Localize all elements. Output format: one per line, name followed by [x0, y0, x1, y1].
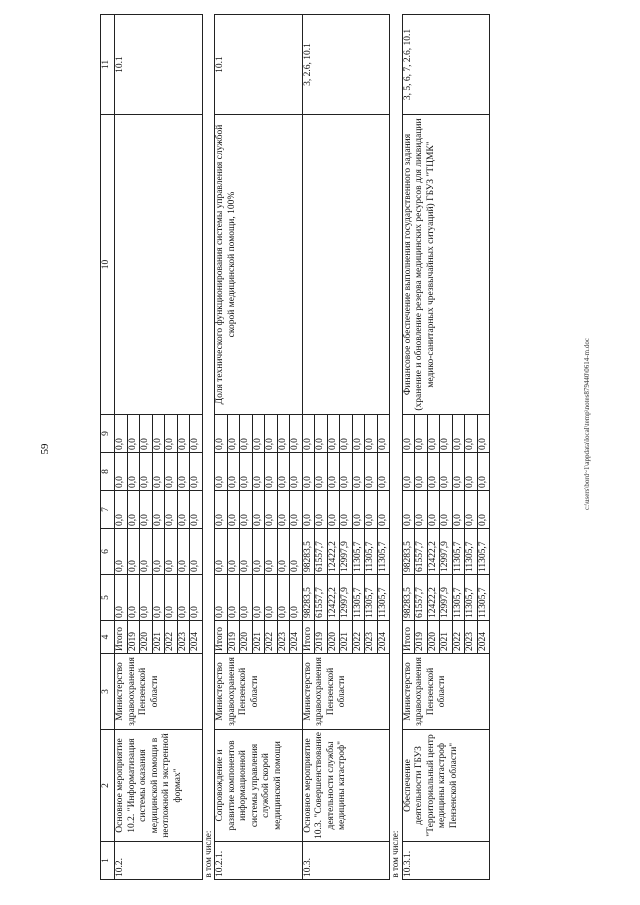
value-cell: 0,0: [152, 529, 165, 575]
value-cell: 0,0: [340, 453, 353, 491]
value-cell: 0,0: [440, 453, 453, 491]
item-name: Сопровождение и развитие компонентов информационной системы управления службой скорой медицинской помощи: [215, 730, 303, 842]
year-cell: 2020: [140, 621, 153, 654]
value-cell: 11305,7: [352, 529, 365, 575]
value-cell: 0,0: [177, 453, 190, 491]
value-cell: 0,0: [277, 491, 290, 529]
value-cell: 11305,7: [452, 575, 465, 621]
reference: 3, 2.6, 10.1: [302, 15, 390, 115]
file-path-footer: c:\users\bord~1\appdata\local\temp\notes879440\0614-m.doc: [583, 338, 591, 510]
value-cell: 0,0: [252, 453, 265, 491]
value-cell: 0,0: [127, 453, 140, 491]
value-cell: 0,0: [177, 529, 190, 575]
subheading-row: [202, 15, 215, 880]
value-cell: 0,0: [215, 491, 228, 529]
value-cell: 0,0: [427, 491, 440, 529]
item-name: Основное мероприятие 10.2. "Информатизация системы оказания медицинской помощи в неотложной и экстренной формах": [115, 730, 203, 842]
table-row: [402, 15, 415, 880]
value-cell: 0,0: [190, 575, 203, 621]
value-cell: 0,0: [127, 575, 140, 621]
value-cell: 0,0: [152, 575, 165, 621]
year-cell: 2023: [465, 621, 478, 654]
year-cell: 2019: [315, 621, 328, 654]
executor: Министерство здравоохранения Пензенской области: [115, 654, 203, 730]
value-cell: 61557,7: [315, 575, 328, 621]
value-cell: 0,0: [465, 453, 478, 491]
value-cell: 61557,7: [315, 529, 328, 575]
value-cell: 0,0: [452, 453, 465, 491]
value-cell: 0,0: [415, 491, 428, 529]
value-cell: 98283,5: [302, 575, 315, 621]
value-cell: 0,0: [227, 529, 240, 575]
year-cell: 2023: [277, 621, 290, 654]
value-cell: 0,0: [415, 415, 428, 453]
value-cell: 0,0: [315, 453, 328, 491]
value-cell: 12422,2: [327, 575, 340, 621]
column-header: 11: [101, 15, 115, 115]
year-cell: Итого: [402, 621, 415, 654]
value-cell: 0,0: [465, 491, 478, 529]
value-cell: 0,0: [165, 575, 178, 621]
value-cell: 0,0: [165, 529, 178, 575]
year-cell: 2024: [290, 621, 303, 654]
year-cell: 2024: [377, 621, 390, 654]
year-cell: 2024: [190, 621, 203, 654]
column-header: 5: [101, 575, 115, 621]
value-cell: 98283,5: [302, 529, 315, 575]
header-row: [101, 15, 115, 880]
value-cell: 0,0: [190, 491, 203, 529]
value-cell: 0,0: [152, 453, 165, 491]
column-header: 3: [101, 654, 115, 730]
value-cell: 0,0: [140, 529, 153, 575]
reference: 3, 5, 6, 7, 2.6, 10.1: [402, 15, 490, 115]
value-cell: 0,0: [227, 453, 240, 491]
value-cell: 11305,7: [365, 529, 378, 575]
value-cell: 0,0: [127, 529, 140, 575]
year-cell: 2019: [227, 621, 240, 654]
year-cell: 2023: [177, 621, 190, 654]
value-cell: 11305,7: [452, 529, 465, 575]
value-cell: 0,0: [302, 491, 315, 529]
value-cell: 0,0: [277, 415, 290, 453]
value-cell: 0,0: [227, 491, 240, 529]
value-cell: 0,0: [315, 415, 328, 453]
value-cell: 0,0: [365, 491, 378, 529]
value-cell: 0,0: [452, 491, 465, 529]
value-cell: 0,0: [277, 529, 290, 575]
value-cell: 11305,7: [365, 575, 378, 621]
value-cell: 0,0: [377, 453, 390, 491]
value-cell: 11305,7: [377, 529, 390, 575]
value-cell: 0,0: [152, 491, 165, 529]
value-cell: 0,0: [127, 415, 140, 453]
value-cell: 0,0: [477, 453, 490, 491]
value-cell: 0,0: [465, 415, 478, 453]
value-cell: 0,0: [415, 453, 428, 491]
value-cell: 0,0: [215, 529, 228, 575]
value-cell: 61557,7: [415, 575, 428, 621]
year-cell: 2021: [440, 621, 453, 654]
value-cell: 0,0: [252, 575, 265, 621]
value-cell: 0,0: [427, 415, 440, 453]
year-cell: 2022: [165, 621, 178, 654]
year-cell: 2020: [327, 621, 340, 654]
table-body: [115, 15, 490, 880]
table-row: [215, 15, 228, 880]
value-cell: 0,0: [265, 415, 278, 453]
value-cell: 0,0: [240, 453, 253, 491]
value-cell: 0,0: [352, 415, 365, 453]
value-cell: 98283,5: [402, 529, 415, 575]
reference: 10.1: [215, 15, 303, 115]
value-cell: 0,0: [265, 491, 278, 529]
program-table: [100, 14, 490, 880]
value-cell: 11305,7: [352, 575, 365, 621]
year-cell: 2019: [415, 621, 428, 654]
year-cell: 2021: [152, 621, 165, 654]
value-cell: 0,0: [140, 575, 153, 621]
value-cell: 0,0: [252, 491, 265, 529]
value-cell: 0,0: [477, 491, 490, 529]
value-cell: 0,0: [290, 575, 303, 621]
value-cell: 0,0: [402, 491, 415, 529]
column-header: 10: [101, 115, 115, 415]
executor: Министерство здравоохранения Пензенской области: [215, 654, 303, 730]
value-cell: 0,0: [440, 415, 453, 453]
year-cell: 2024: [477, 621, 490, 654]
reference: 10.1: [115, 15, 203, 115]
value-cell: 0,0: [240, 491, 253, 529]
value-cell: 12422,2: [427, 575, 440, 621]
value-cell: 0,0: [427, 453, 440, 491]
value-cell: 0,0: [452, 415, 465, 453]
value-cell: 0,0: [290, 529, 303, 575]
executor: Министерство здравоохранения Пензенской области: [302, 654, 390, 730]
value-cell: 0,0: [277, 575, 290, 621]
value-cell: 0,0: [352, 453, 365, 491]
value-cell: 11305,7: [377, 575, 390, 621]
column-header: 2: [101, 730, 115, 842]
value-cell: 0,0: [265, 575, 278, 621]
year-cell: Итого: [302, 621, 315, 654]
indicator: [115, 115, 203, 415]
item-number: 10.2.: [115, 842, 203, 880]
value-cell: 12997,9: [440, 575, 453, 621]
item-number: 10.3.: [302, 842, 390, 880]
year-cell: 2022: [352, 621, 365, 654]
page-number: 59: [39, 443, 51, 455]
value-cell: 0,0: [365, 453, 378, 491]
value-cell: 0,0: [377, 415, 390, 453]
value-cell: 0,0: [477, 415, 490, 453]
value-cell: 0,0: [302, 453, 315, 491]
value-cell: 0,0: [177, 575, 190, 621]
value-cell: 0,0: [402, 415, 415, 453]
value-cell: 0,0: [365, 415, 378, 453]
subheading-label: в том числе:: [390, 15, 403, 880]
year-cell: 2023: [365, 621, 378, 654]
column-header: 7: [101, 491, 115, 529]
value-cell: 0,0: [165, 415, 178, 453]
value-cell: 0,0: [327, 415, 340, 453]
year-cell: Итого: [215, 621, 228, 654]
value-cell: 0,0: [215, 415, 228, 453]
column-header: 1: [101, 842, 115, 880]
value-cell: 0,0: [165, 453, 178, 491]
value-cell: 11305,7: [477, 529, 490, 575]
item-number: 10.3.1.: [402, 842, 490, 880]
year-cell: Итого: [115, 621, 128, 654]
rotated-table-container: [100, 15, 580, 880]
value-cell: 98283,5: [402, 575, 415, 621]
value-cell: 0,0: [252, 415, 265, 453]
value-cell: 0,0: [190, 529, 203, 575]
value-cell: 0,0: [240, 415, 253, 453]
value-cell: 0,0: [352, 491, 365, 529]
value-cell: 11305,7: [465, 575, 478, 621]
table-row: [115, 15, 128, 880]
value-cell: 0,0: [115, 415, 128, 453]
column-header: 9: [101, 415, 115, 453]
value-cell: 0,0: [290, 491, 303, 529]
value-cell: 0,0: [302, 415, 315, 453]
year-cell: 2021: [340, 621, 353, 654]
value-cell: 0,0: [252, 529, 265, 575]
value-cell: 0,0: [402, 453, 415, 491]
column-header: 4: [101, 621, 115, 654]
value-cell: 0,0: [165, 491, 178, 529]
value-cell: 0,0: [377, 491, 390, 529]
value-cell: 0,0: [327, 491, 340, 529]
value-cell: 0,0: [227, 415, 240, 453]
value-cell: 0,0: [190, 453, 203, 491]
value-cell: 0,0: [215, 453, 228, 491]
subheading-label: в том числе:: [202, 15, 215, 880]
subheading-row: [390, 15, 403, 880]
value-cell: 0,0: [277, 453, 290, 491]
value-cell: 0,0: [115, 491, 128, 529]
value-cell: 12422,2: [427, 529, 440, 575]
value-cell: 0,0: [140, 491, 153, 529]
value-cell: 12997,9: [340, 529, 353, 575]
value-cell: 0,0: [152, 415, 165, 453]
value-cell: 0,0: [127, 491, 140, 529]
value-cell: 12997,9: [340, 575, 353, 621]
value-cell: 12997,9: [440, 529, 453, 575]
value-cell: 0,0: [227, 575, 240, 621]
value-cell: 11305,7: [465, 529, 478, 575]
executor: Министерство здравоохранения Пензенской области: [402, 654, 490, 730]
value-cell: 0,0: [215, 575, 228, 621]
indicator: Финансовое обеспечение выполнения государственного задания (хранение и обновление резерва медицинских ресурсов для ликвидации медико-санитарных чрезвычайных ситуаций) ГБУЗ "ТЦМК": [402, 115, 490, 415]
value-cell: 0,0: [327, 453, 340, 491]
value-cell: 0,0: [340, 491, 353, 529]
column-header: 8: [101, 453, 115, 491]
table-row: [302, 15, 315, 880]
value-cell: 0,0: [140, 453, 153, 491]
value-cell: 0,0: [290, 453, 303, 491]
value-cell: 0,0: [190, 415, 203, 453]
column-header: 6: [101, 529, 115, 575]
value-cell: 0,0: [140, 415, 153, 453]
value-cell: 0,0: [115, 575, 128, 621]
value-cell: 0,0: [340, 415, 353, 453]
indicator: Доля технического функционирования системы управления службой скорой медицинской помощи, 100%: [215, 115, 303, 415]
year-cell: 2019: [127, 621, 140, 654]
item-name: Основное мероприятие 10.3. "Совершенствование деятельности службы медицины катастроф": [302, 730, 390, 842]
year-cell: 2021: [252, 621, 265, 654]
year-cell: 2020: [427, 621, 440, 654]
value-cell: 0,0: [290, 415, 303, 453]
value-cell: 0,0: [265, 453, 278, 491]
year-cell: 2020: [240, 621, 253, 654]
value-cell: 0,0: [265, 529, 278, 575]
value-cell: 0,0: [240, 575, 253, 621]
value-cell: 0,0: [115, 529, 128, 575]
value-cell: 61557,7: [415, 529, 428, 575]
value-cell: 0,0: [440, 491, 453, 529]
value-cell: 0,0: [177, 415, 190, 453]
value-cell: 12422,2: [327, 529, 340, 575]
value-cell: 0,0: [115, 453, 128, 491]
item-name: Обеспечение деятельности ГБУЗ "Территориальный центр медицины катастроф Пензенской области": [402, 730, 490, 842]
year-cell: 2022: [265, 621, 278, 654]
value-cell: 0,0: [315, 491, 328, 529]
indicator: [302, 115, 390, 415]
item-number: 10.2.1.: [215, 842, 303, 880]
year-cell: 2022: [452, 621, 465, 654]
value-cell: 11305,7: [477, 575, 490, 621]
value-cell: 0,0: [240, 529, 253, 575]
value-cell: 0,0: [177, 491, 190, 529]
